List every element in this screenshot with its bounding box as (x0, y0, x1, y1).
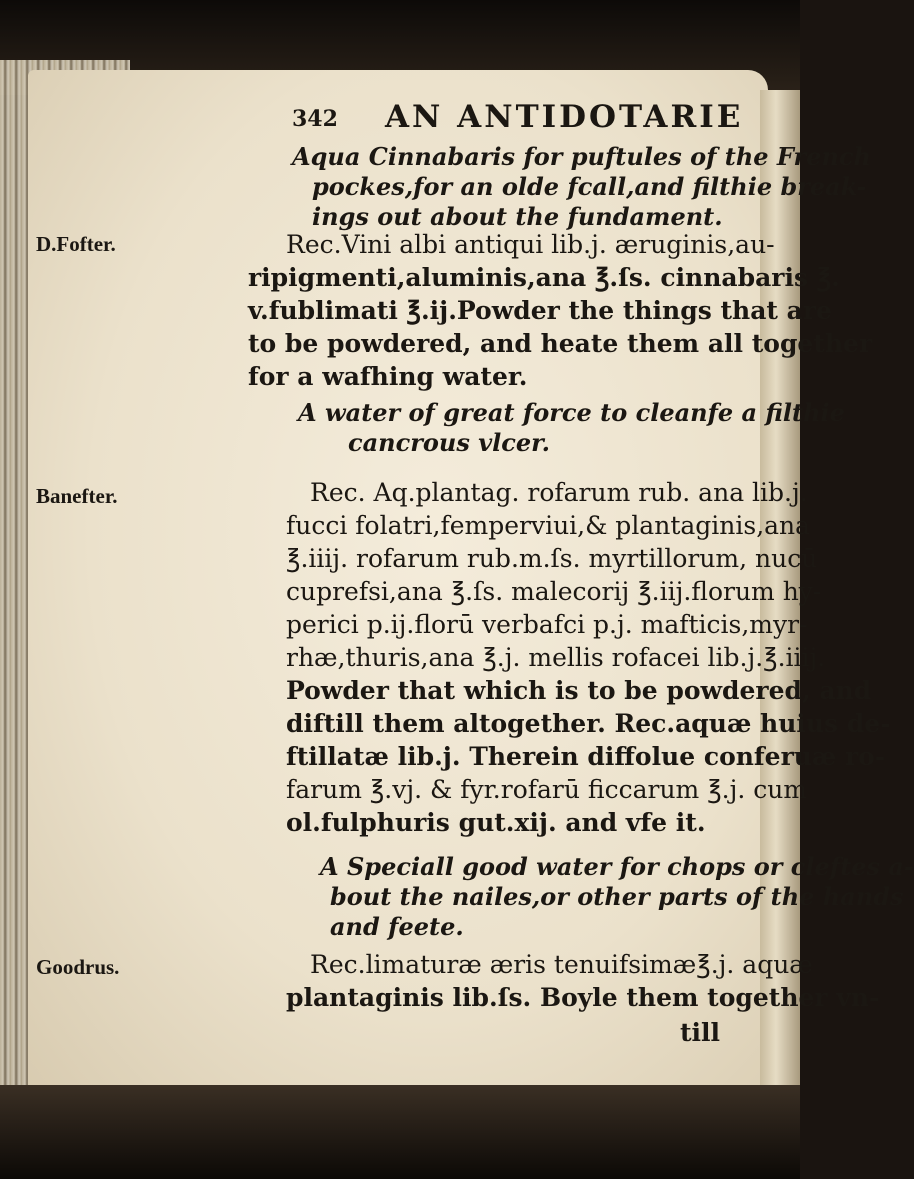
heading-line: Aqua Cinnabaris for puftules of the French (292, 142, 871, 171)
heading-line: pockes,for an olde fcall,and filthie break- (312, 172, 867, 201)
body-line: farum ℥.vj. & fyr.rofarū ficcarum ℥.j. cum (286, 775, 808, 804)
body-line: to be powdered, and heate them all together (248, 329, 873, 358)
heading-line: ings out about the fundament. (312, 202, 723, 231)
body-line: Rec.limaturæ æris tenuifsimæ℥.j. aquæ (310, 950, 813, 979)
body-line: ℥.iiij. rofarum rub.m.ſs. myrtillorum, nucū (286, 544, 818, 573)
heading-line: A water of great force to cleanfe a filthie (298, 398, 845, 427)
heading-line: and feete. (330, 912, 464, 941)
body-line: Powder that which is to be powdered, and (286, 676, 872, 705)
heading-line: A Speciall good water for chops or cleftes a- (320, 852, 914, 881)
running-title: AN ANTIDOTARIE (385, 99, 744, 135)
body-line: ol.fulphuris gut.xij. and vfe it. (286, 808, 706, 837)
catchword: till (680, 1018, 721, 1047)
body-line: perici p.ij.florū verbafci p.j. mafticis,myr- (286, 610, 808, 639)
page-number: 342 (292, 106, 338, 132)
heading-line: bout the nailes,or other parts of the hands (330, 882, 904, 911)
margin-note: D.Fofter. (36, 232, 116, 256)
body-line: v.fublimati ℥.ij.Powder the things that are (248, 296, 832, 325)
margin-note: Goodrus. (36, 955, 120, 979)
body-line: for a wafhing water. (248, 362, 528, 391)
body-line: ripigmenti,aluminis,ana ℥.ſs. cinnabaris ℥. (248, 263, 840, 292)
body-line: cuprefsi,ana ℥.ſs. malecorij ℥.iij.florum hy- (286, 577, 822, 606)
body-line: ftillatæ lib.j. Therein diffolue conferuæ ro- (286, 742, 886, 771)
body-line: rhæ,thuris,ana ℥.j. mellis rofacei lib.j.℥.iiij. (286, 643, 826, 672)
body-line: diftill them altogether. Rec.aquæ huius de- (286, 709, 891, 738)
bottom-shadow (0, 1085, 800, 1179)
body-line: plantaginis lib.ſs. Boyle them together vn- (286, 983, 880, 1012)
margin-note: Banefter. (36, 484, 118, 508)
heading-line: cancrous vlcer. (348, 428, 550, 457)
body-line: fucci folatri,femperviui,& plantaginis,ana (286, 511, 811, 540)
body-line: Rec.Vini albi antiqui lib.j. æruginis,au- (286, 230, 775, 259)
body-line: Rec. Aq.plantag. rofarum rub. ana lib.j. (310, 478, 808, 507)
